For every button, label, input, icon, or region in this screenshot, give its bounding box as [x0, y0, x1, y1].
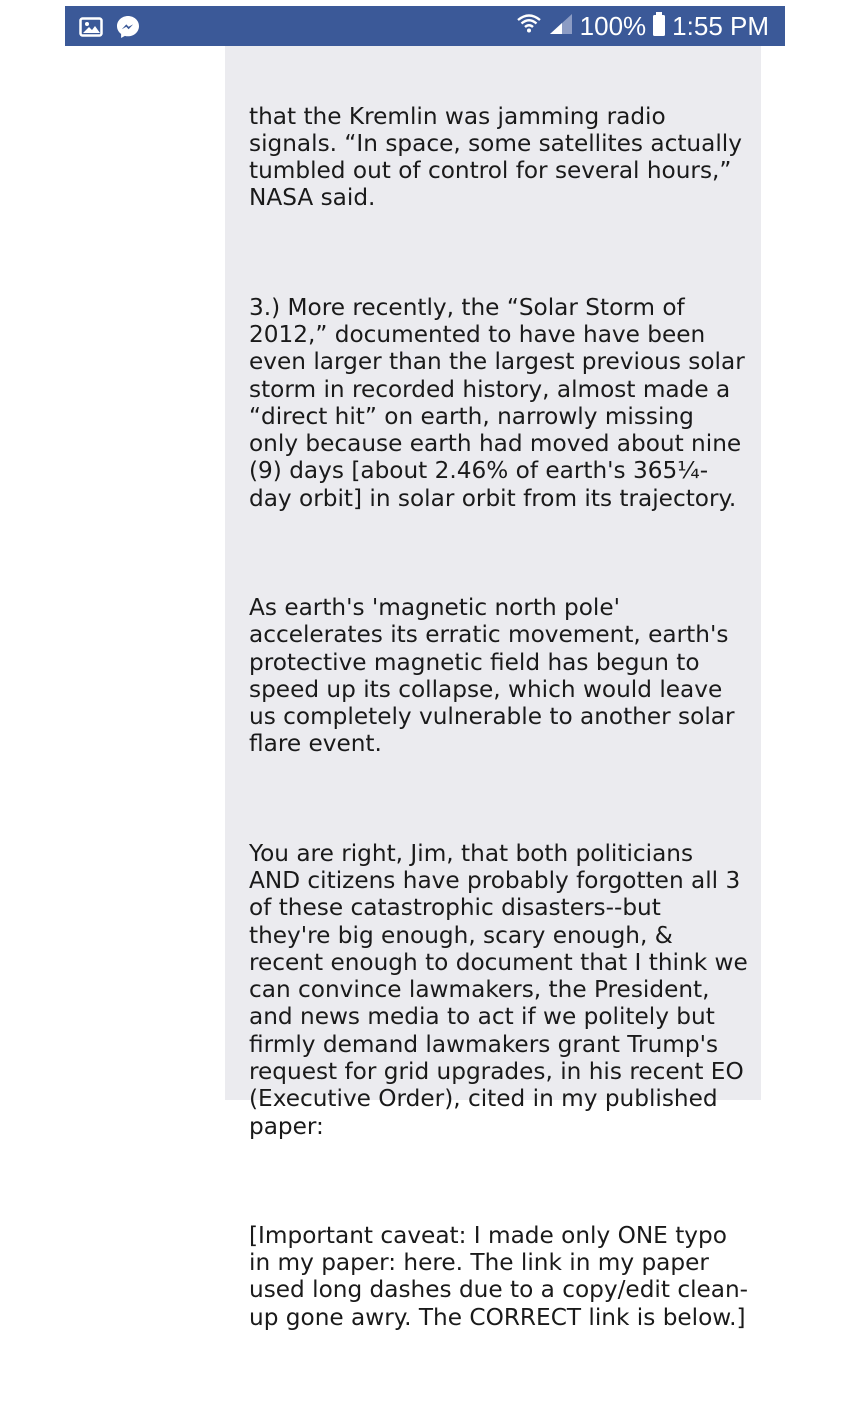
message-paragraph: As earth's 'magnetic north pole' accelerates its erratic movement, earth's protective magnetic field has begun to speed up its collapse, which would leave us completely vulnerable to another solar flare event.: [249, 593, 742, 758]
status-bar: [65, 6, 785, 46]
messenger-icon: [115, 14, 141, 45]
status-bar-right: [516, 6, 769, 46]
message-body: [249, 48, 756, 1413]
message-bubble: [225, 46, 761, 1331]
message-paragraph: You are right, Jim, that both politicians AND citizens have probably forgotten all 3 of these catastrophic disasters--but they're big enough, scary enough, & recent enough to document that I think we can convince lawmakers, the President, and news media to act if we politely but firmly demand lawmakers grant Trump's request for grid upgrades, in his recent EO (Executive Order), cited in my published paper:: [249, 839, 756, 1140]
battery-percent: 100%: [579, 11, 647, 41]
status-bar-left: [79, 14, 141, 45]
message-paragraph: 3.) More recently, the “Solar Storm of 2012,” documented to have have been even larger than the largest previous solar storm in recorded history, almost made a “direct hit” on earth, narrowly missing only because earth had moved about nine (9) days [about 2.46% of earth's 365¼-day orbit] in solar orbit from its trajectory.: [249, 293, 753, 512]
signal-icon: [548, 12, 574, 41]
message-paragraph: [Important caveat: I made only ONE typo in my paper: here. The link in my paper used long dashes due to a copy/edit clean-up gone awry. The CORRECT link is below.]: [249, 1221, 749, 1331]
gallery-icon: [79, 16, 103, 43]
clock-time: 1:55 PM: [672, 11, 769, 41]
message-paragraph: that the Kremlin was jamming radio signals. “In space, some satellites actually tumbled out of control for several hours,” NASA said.: [249, 102, 750, 212]
wifi-icon: [516, 12, 542, 41]
battery-icon: [652, 11, 666, 42]
